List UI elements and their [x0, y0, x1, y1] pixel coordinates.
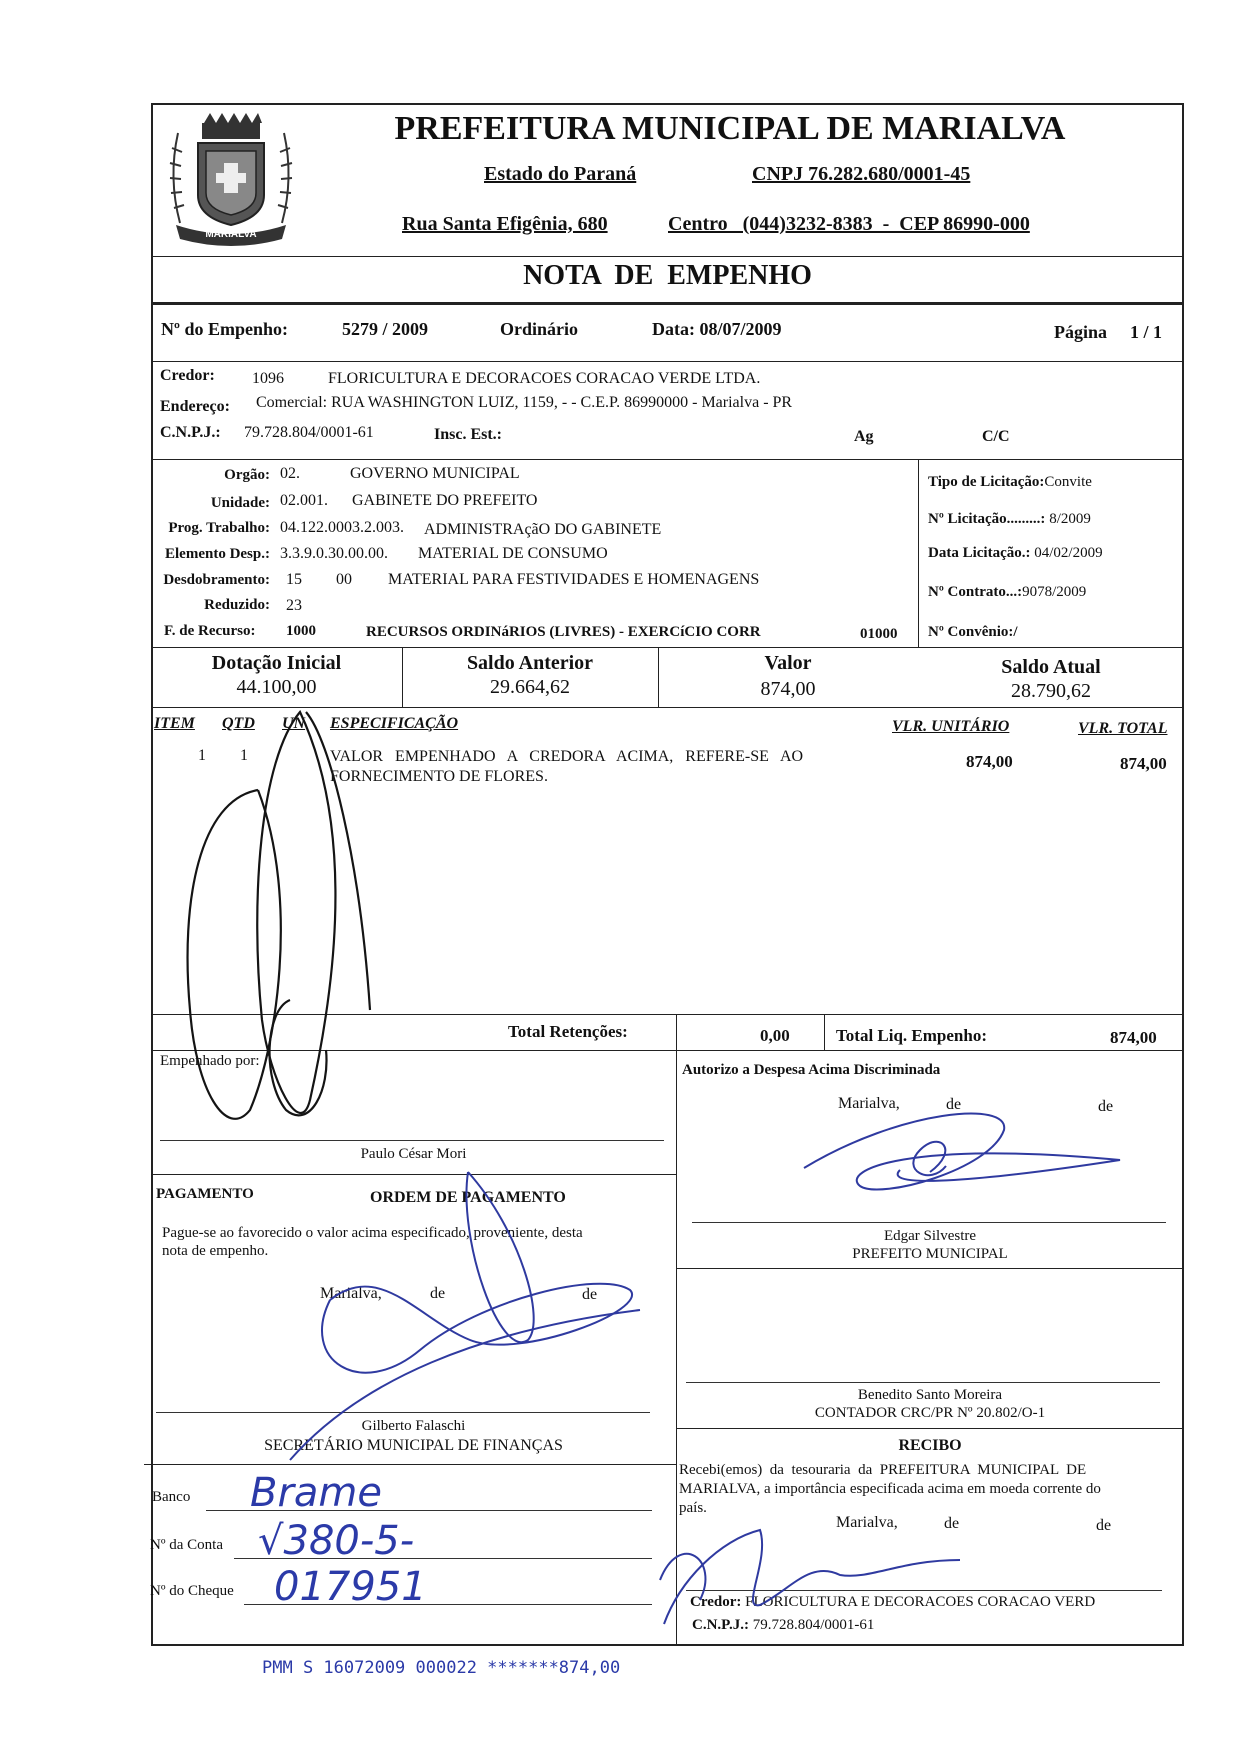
prefeito-name: Edgar Silvestre: [883, 1228, 977, 1244]
dotacao-inicial-value: 44.100,00: [236, 676, 317, 698]
recibo-de-1: de: [944, 1515, 960, 1532]
licitacao-number-label: Nº Licitação.........:: [928, 511, 1046, 527]
col-unit-value: VLR. UNITÁRIO: [892, 718, 1010, 735]
prog-code: 04.122.0003.2.003.: [280, 519, 404, 536]
credor-code: 1096: [252, 370, 284, 387]
secretario-name: Gilberto Falaschi: [361, 1418, 466, 1434]
recibo-credor-name: FLORICULTURA E DECORACOES CORACAO VERD: [745, 1594, 1096, 1610]
agency-label: Ag: [854, 428, 874, 445]
col-qtd: QTD: [222, 715, 255, 732]
empenho-type: Ordinário: [500, 319, 579, 339]
desdobramento-desc: MATERIAL PARA FESTIVIDADES E HOMENAGENS: [388, 571, 760, 588]
recibo-city: Marialva,: [836, 1514, 898, 1531]
row-item: 1: [198, 747, 206, 764]
municipality-title: PREFEITURA MUNICIPAL DE MARIALVA: [394, 110, 1066, 147]
contador-title: CONTADOR CRC/PR Nº 20.802/O-1: [814, 1405, 1046, 1421]
empenho-date: Data: 08/07/2009: [652, 319, 782, 339]
pagamento-label: PAGAMENTO: [156, 1186, 254, 1202]
recibo-credor-label: Credor:: [690, 1594, 742, 1610]
endereco-label: Endereço:: [160, 398, 230, 415]
col-un: UN: [282, 715, 306, 732]
mechanical-stamp: PMM S 16072009 000022 *******874,00: [262, 1658, 621, 1678]
autorizo-city: Marialva,: [838, 1095, 900, 1112]
contrato-label: Nº Contrato...:: [928, 584, 1023, 600]
empenhado-por-label: Empenhado por:: [160, 1053, 260, 1069]
banco-label: Banco: [152, 1489, 191, 1505]
pagamento-text-line-1: Pague-se ao favorecido o valor acima especificado, proveniente, desta: [162, 1225, 583, 1241]
elemento-label: Elemento Desp.:: [165, 546, 270, 562]
pagamento-city: Marialva,: [320, 1285, 382, 1302]
recibo-cnpj-label: C.N.P.J.:: [692, 1617, 749, 1633]
dotacao-inicial-label: Dotação Inicial: [211, 652, 342, 674]
recurso-label: F. de Recurso:: [164, 623, 256, 639]
reduzido-value: 23: [286, 597, 302, 614]
secretario-title: SECRETÁRIO MUNICIPAL DE FINANÇAS: [264, 1437, 563, 1454]
address-contact: Centro (044)3232-8383 - CEP 86990-000: [668, 213, 1030, 235]
desdobramento-label: Desdobramento:: [163, 572, 270, 588]
prog-label: Prog. Trabalho:: [168, 520, 270, 536]
page-label: Página: [1054, 322, 1108, 342]
row-espec-line-2: FORNECIMENTO DE FLORES.: [330, 768, 548, 785]
orgao-label: Orgão:: [224, 467, 270, 483]
empenhado-por-name: Paulo César Mori: [360, 1146, 467, 1162]
autorizo-de-2: de: [1098, 1098, 1114, 1115]
saldo-anterior-value: 29.664,62: [490, 676, 570, 698]
total-liq-value: 874,00: [1110, 1028, 1157, 1047]
empenho-number-label: Nº do Empenho:: [161, 319, 288, 339]
account-label: C/C: [982, 428, 1010, 445]
orgao-code: 02.: [280, 465, 300, 482]
licitacao-date-value: 04/02/2009: [1034, 545, 1103, 561]
desdobramento-code-2: 00: [336, 571, 352, 588]
cheque-label: Nº do Cheque: [150, 1583, 234, 1599]
autorizo-label: Autorizo a Despesa Acima Discriminada: [682, 1062, 941, 1078]
licitacao-date-label: Data Licitação.:: [928, 545, 1031, 561]
col-total-value: VLR. TOTAL: [1078, 720, 1168, 737]
credor-address: Comercial: RUA WASHINGTON LUIZ, 1159, - - C.E.P. 86990000 - Marialva - PR: [256, 394, 793, 411]
row-unit-value: 874,00: [966, 752, 1013, 771]
conta-label: Nº da Conta: [150, 1537, 223, 1553]
retencoes-label: Total Retenções:: [508, 1022, 628, 1041]
contador-name: Benedito Santo Moreira: [857, 1387, 1003, 1403]
pagamento-text-line-2: nota de empenho.: [162, 1243, 269, 1259]
prefeito-title: PREFEITO MUNICIPAL: [852, 1246, 1008, 1262]
licitacao-number-value: 8/2009: [1049, 511, 1091, 527]
licitacao-type-value: Convite: [1044, 474, 1092, 490]
cnpj-label: C.N.P.J.:: [160, 424, 221, 441]
col-especificacao: ESPECIFICAÇÃO: [330, 715, 459, 732]
document-title: NOTA DE EMPENHO: [523, 260, 812, 291]
insc-est-label: Insc. Est.:: [434, 426, 503, 443]
credor-name: FLORICULTURA E DECORACOES CORACAO VERDE LTDA.: [328, 370, 761, 387]
pagamento-de-2: de: [582, 1286, 598, 1303]
licitacao-type-label: Tipo de Licitação:: [928, 474, 1045, 490]
recurso-desc: RECURSOS ORDINáRIOS (LIVRES) - EXERCíCIO CORR: [366, 624, 761, 640]
prog-desc: ADMINISTRAçãO DO GABINETE: [424, 521, 662, 538]
desdobramento-code: 15: [286, 571, 302, 588]
conta-handwritten: √380-5-: [258, 1518, 415, 1564]
elemento-desc: MATERIAL DE CONSUMO: [418, 545, 608, 562]
saldo-anterior-label: Saldo Anterior: [466, 652, 594, 674]
unidade-code: 02.001.: [280, 492, 328, 509]
autorizo-de-1: de: [946, 1096, 962, 1113]
saldo-atual-value: 28.790,62: [1011, 680, 1091, 702]
unidade-desc: GABINETE DO PREFEITO: [352, 492, 538, 509]
recibo-cnpj: 79.728.804/0001-61: [752, 1617, 875, 1633]
elemento-code: 3.3.9.0.30.00.00.: [280, 545, 388, 562]
valor-value: 874,00: [760, 678, 816, 700]
convenio-label: Nº Convênio:/: [928, 624, 1018, 640]
recibo-text-line-2: MARIALVA, a importância especificada acima em moeda corrente do: [679, 1481, 1101, 1497]
state-name: Estado do Paraná: [484, 163, 637, 185]
recibo-text-line-1: Recebi(emos) da tesouraria da PREFEITURA MUNICIPAL DE: [679, 1462, 1087, 1478]
empenho-number: 5279 / 2009: [342, 319, 429, 339]
valor-label: Valor: [764, 652, 812, 674]
row-total-value: 874,00: [1120, 754, 1167, 773]
recurso-extra: 01000: [860, 626, 898, 642]
total-liq-label: Total Liq. Empenho:: [836, 1026, 987, 1045]
orgao-desc: GOVERNO MUNICIPAL: [350, 465, 520, 482]
contrato-value: 9078/2009: [1022, 584, 1087, 600]
credor-cnpj: 79.728.804/0001-61: [244, 424, 374, 441]
cnpj-header: CNPJ 76.282.680/0001-45: [752, 163, 971, 185]
credor-label: Credor:: [160, 367, 215, 384]
retencoes-value: 0,00: [760, 1026, 790, 1045]
pagamento-de-1: de: [430, 1285, 446, 1302]
address-street: Rua Santa Efigênia, 680: [402, 213, 608, 235]
reduzido-label: Reduzido:: [204, 597, 270, 613]
unidade-label: Unidade:: [210, 495, 270, 511]
banco-handwritten: Brame: [250, 1470, 382, 1516]
recibo-text-line-3: país.: [679, 1500, 707, 1516]
recurso-code: 1000: [286, 623, 316, 639]
row-qtd: 1: [240, 747, 248, 764]
recibo-title: RECIBO: [898, 1437, 962, 1454]
ordem-pagamento-title: ORDEM DE PAGAMENTO: [370, 1189, 566, 1206]
cheque-handwritten: 017951: [274, 1564, 427, 1610]
row-espec-line-1: VALOR EMPENHADO A CREDORA ACIMA, REFERE-SE AO: [330, 748, 804, 765]
svg-text:MARIALVA: MARIALVA: [205, 229, 257, 240]
saldo-atual-label: Saldo Atual: [1001, 656, 1101, 678]
page-number: 1 / 1: [1130, 322, 1163, 342]
recibo-de-2: de: [1096, 1517, 1112, 1534]
col-item: ITEM: [154, 715, 195, 732]
